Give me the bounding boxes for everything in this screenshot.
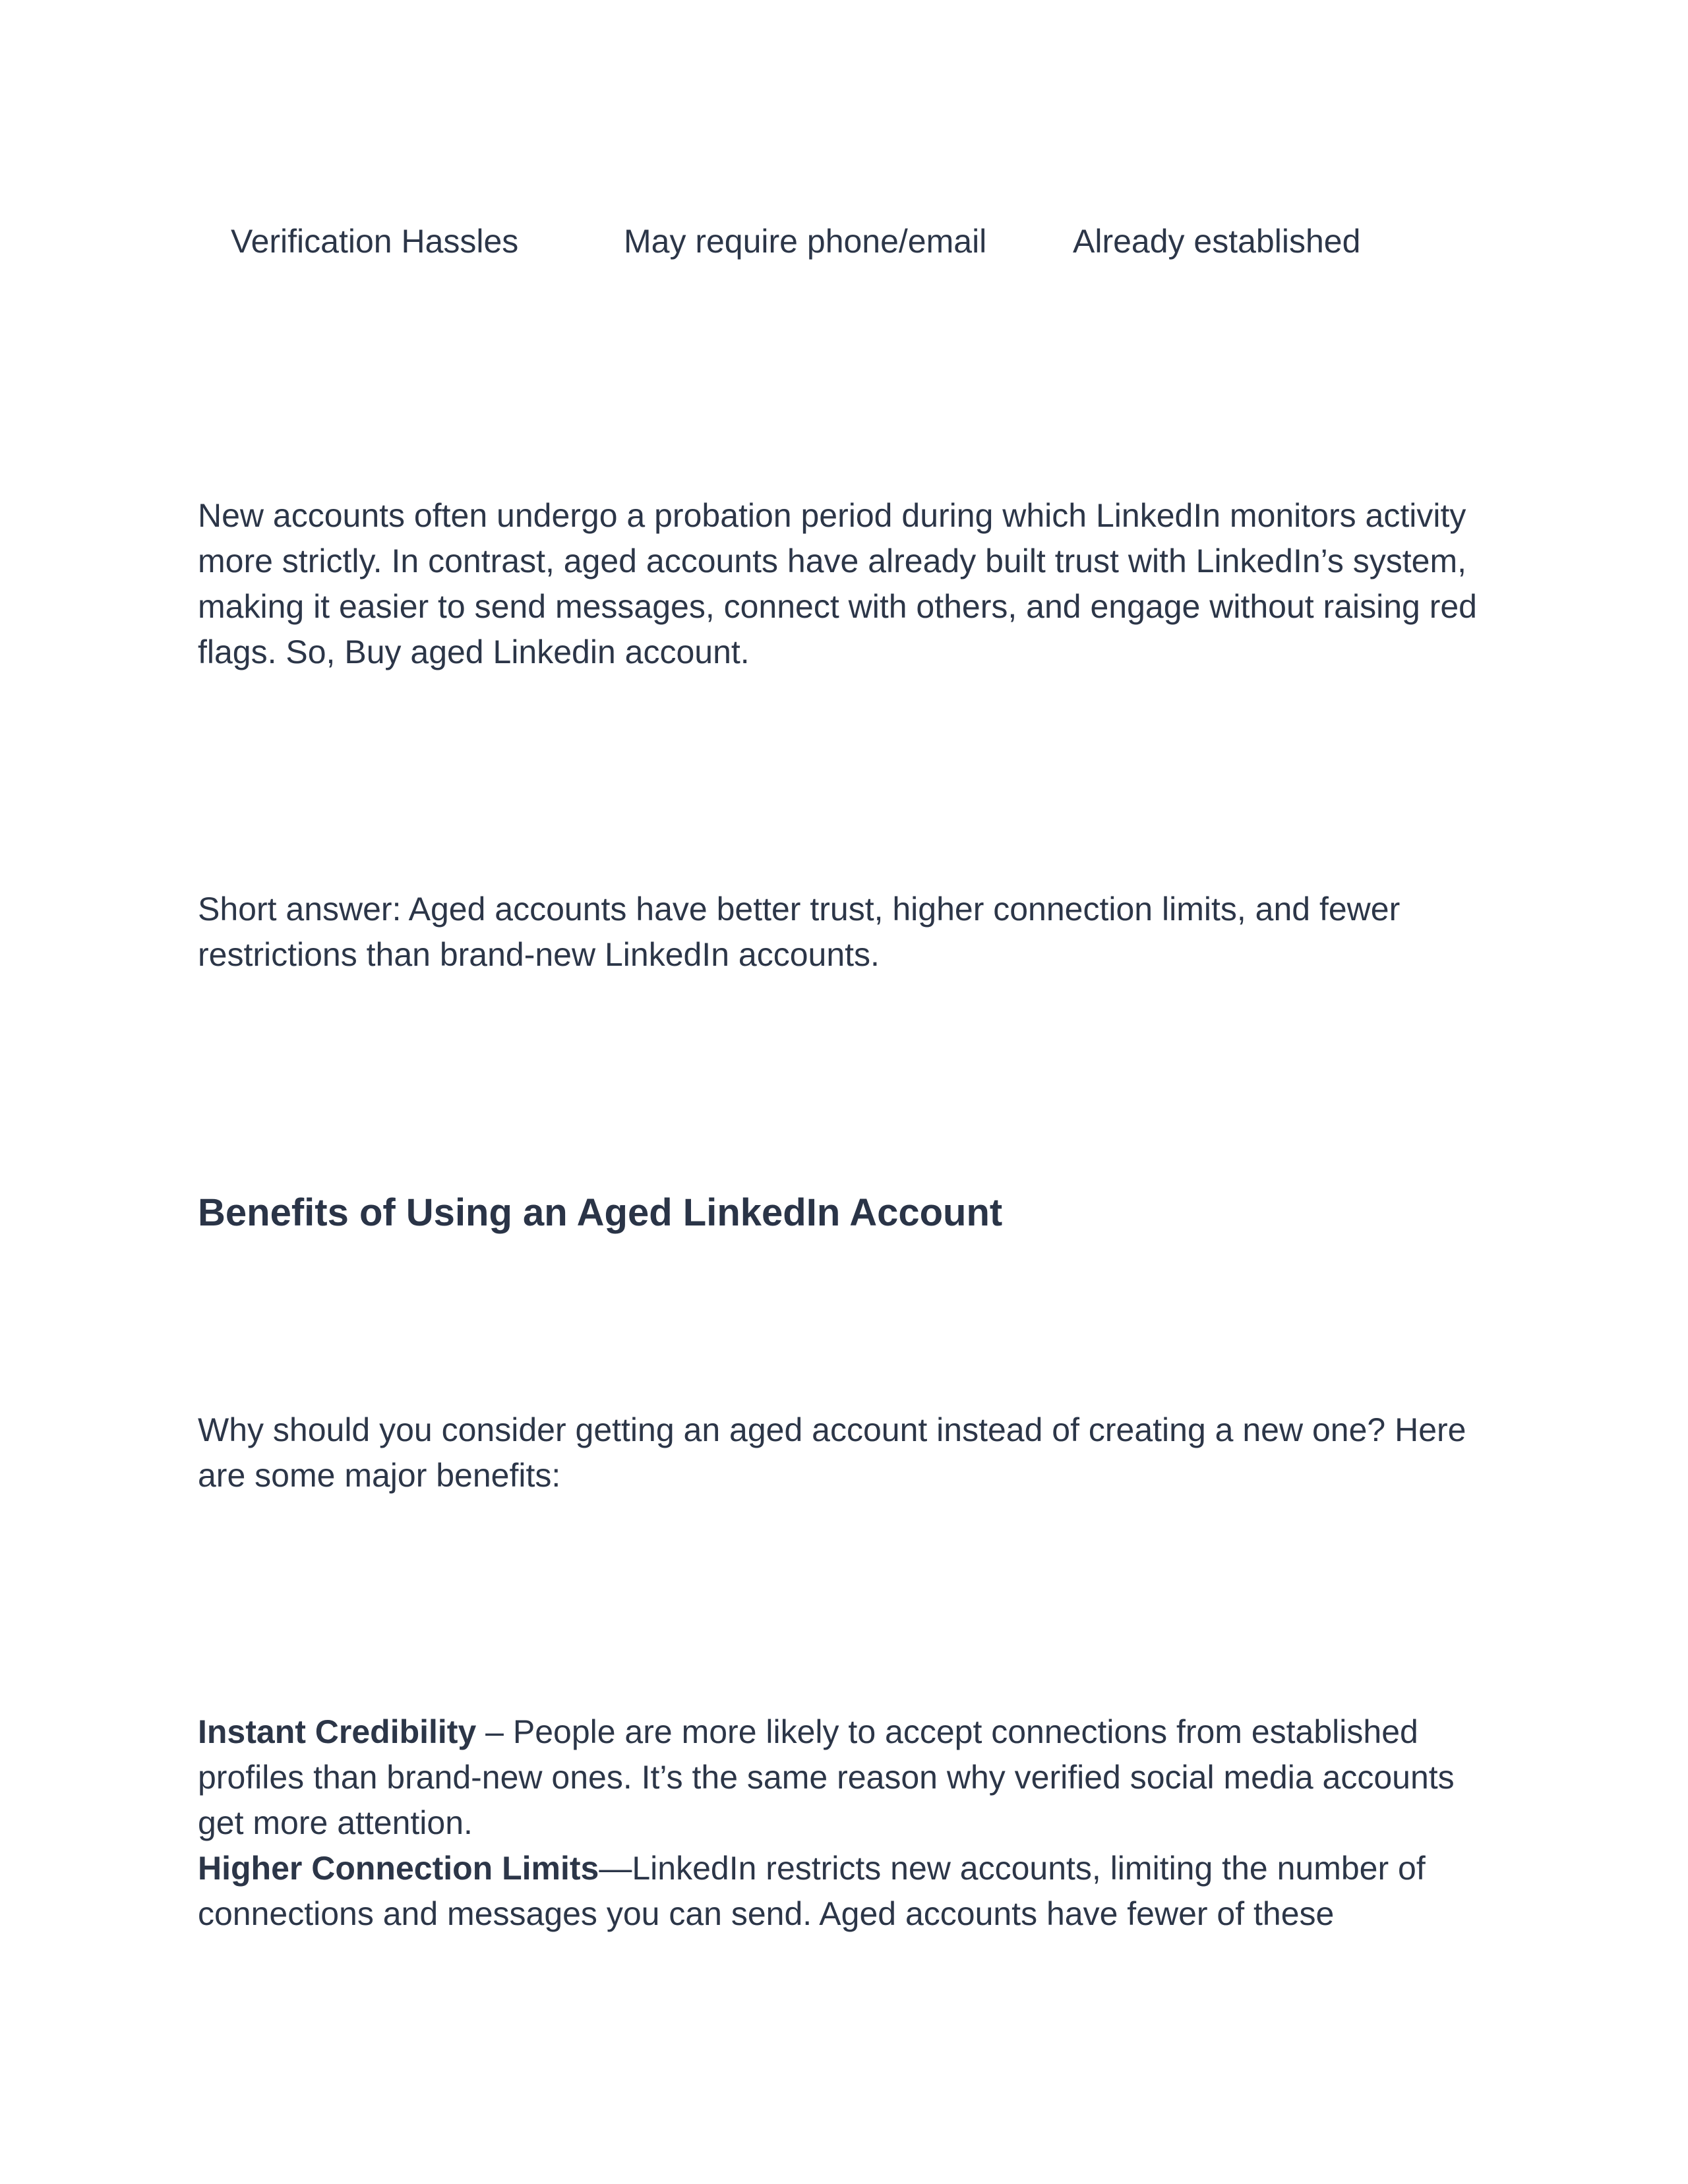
benefits-list xyxy=(198,1709,1503,1937)
benefit-item xyxy=(198,1709,1503,1846)
benefit-item xyxy=(198,1846,1503,1937)
benefit-term: Instant Credibility xyxy=(198,1713,477,1750)
paragraph-short-answer: Short answer: Aged accounts have better trust, higher connection limits, and fewer restrictions than brand-new LinkedIn accounts. xyxy=(198,891,1401,973)
table-cell-new-account: May require phone/email xyxy=(624,223,987,260)
paragraph-intro: Why should you consider getting an aged account instead of creating a new one? Here are some major benefits: xyxy=(198,1411,1466,1494)
benefit-text: – People are more likely to accept connections from established profiles than brand-new ones. It’s the same reason why verified social media accounts get more attention. xyxy=(198,1713,1455,1841)
benefit-text: —LinkedIn restricts new accounts, limiting the number of connections and messages you can send. Aged accounts have fewer of these xyxy=(198,1850,1426,1932)
paragraph-probation: New accounts often undergo a probation period during which LinkedIn monitors activity more strictly. In contrast, aged accounts have already built trust with LinkedIn’s system, making it easier to send messages, connect with others, and engage without raising red flags. So, Buy aged Linkedin account. xyxy=(198,497,1477,670)
comparison-table-row xyxy=(0,221,1688,261)
table-cell-feature: Verification Hassles xyxy=(231,223,519,260)
section-heading: Benefits of Using an Aged LinkedIn Account xyxy=(198,1191,1003,1234)
benefit-term: Higher Connection Limits xyxy=(198,1850,599,1887)
table-cell-aged-account: Already established xyxy=(1073,223,1361,260)
